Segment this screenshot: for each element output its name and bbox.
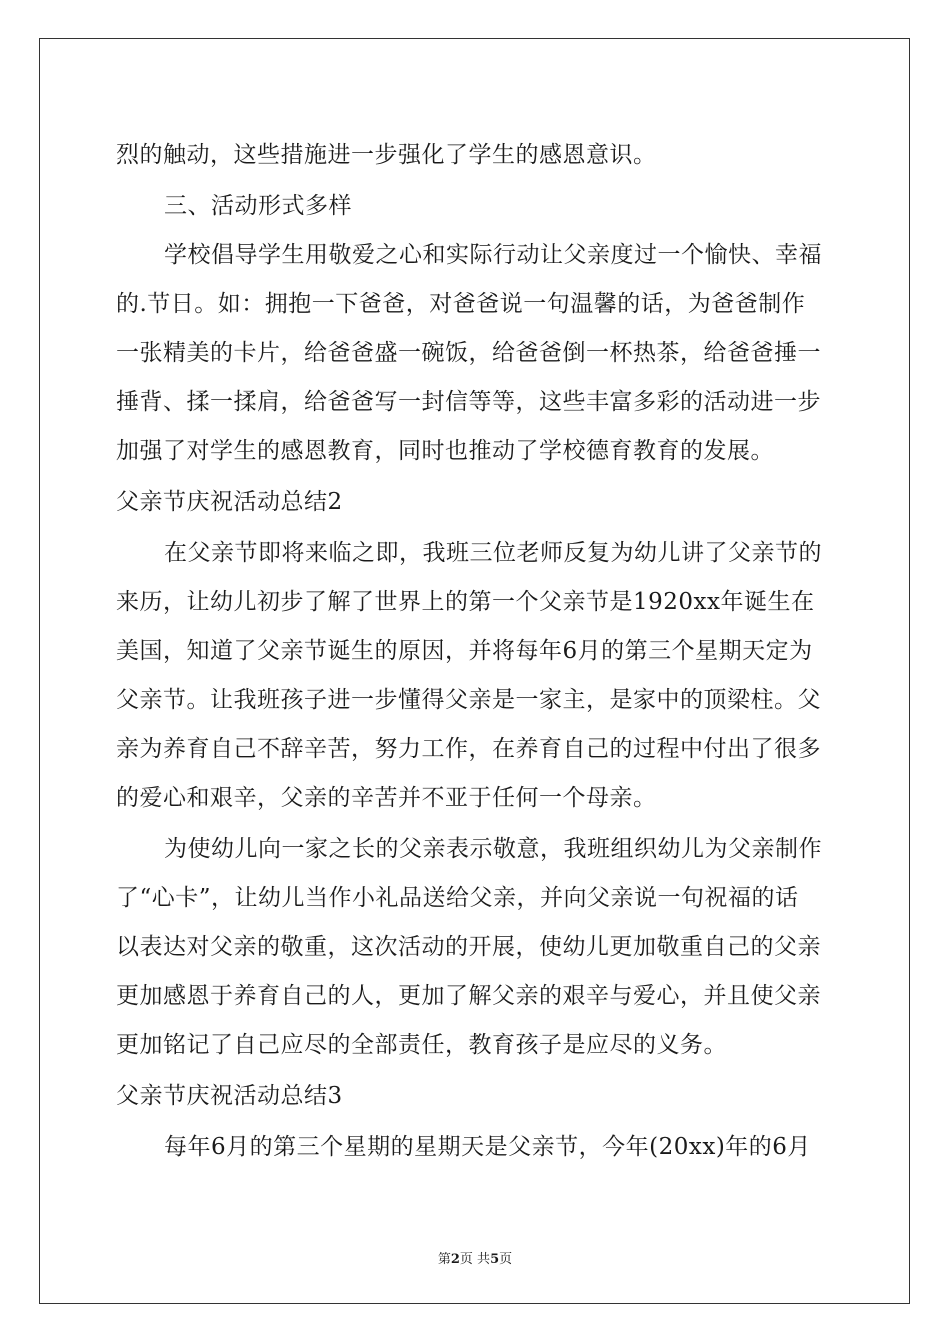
page-suffix: 页: [499, 1252, 513, 1267]
text-line: 学校倡导学生用敬爱之心和实际行动让父亲度过一个愉快、幸福: [164, 242, 822, 268]
text-line: 加强了对学生的感恩教育，同时也推动了学校德育教育的发展。: [116, 438, 774, 464]
total-page-number: 5: [490, 1252, 500, 1267]
page-border: [39, 38, 910, 1304]
text-line: 父亲节。让我班孩子进一步懂得父亲是一家主，是家中的顶梁柱。父: [116, 687, 821, 713]
current-page-number: 2: [450, 1252, 460, 1267]
section-heading: 三、活动形式多样: [164, 193, 352, 219]
text-line: 美国，知道了父亲节诞生的原因，并将每年6月的第三个星期天定为: [116, 638, 813, 664]
article-title: 父亲节庆祝活动总结2: [116, 489, 343, 515]
text-line: 的.节日。如：拥抱一下爸爸，对爸爸说一句温馨的话，为爸爸制作: [116, 291, 806, 317]
text-line: 每年6月的第三个星期的星期天是父亲节，今年(20xx)年的6月: [164, 1134, 811, 1160]
text-line: 捶背、揉一揉肩，给爸爸写一封信等等，这些丰富多彩的活动进一步: [116, 389, 821, 415]
text-line: 更加感恩于养育自己的人，更加了解父亲的艰辛与爱心，并且使父亲: [116, 983, 821, 1009]
text-line: 更加铭记了自己应尽的全部责任，教育孩子是应尽的义务。: [116, 1032, 727, 1058]
text-line: 在父亲节即将来临之即，我班三位老师反复为幼儿讲了父亲节的: [164, 540, 822, 566]
text-line: 的爱心和艰辛，父亲的辛苦并不亚于任何一个母亲。: [116, 785, 657, 811]
page-mid: 页 共: [459, 1252, 491, 1267]
article-title: 父亲节庆祝活动总结3: [116, 1083, 343, 1109]
text-line: 以表达对父亲的敬重，这次活动的开展，使幼儿更加敬重自己的父亲: [116, 934, 821, 960]
text-line: 了“心卡”，让幼儿当作小礼品送给父亲，并向父亲说一句祝福的话: [116, 885, 799, 911]
text-line: 为使幼儿向一家之长的父亲表示敬意，我班组织幼儿为父亲制作: [164, 836, 822, 862]
text-line: 烈的触动，这些措施进一步强化了学生的感恩意识。: [116, 142, 657, 168]
page-footer: [0, 1248, 950, 1267]
text-line: 来历，让幼儿初步了解了世界上的第一个父亲节是1920xx年诞生在: [116, 589, 815, 615]
text-line: 一张精美的卡片，给爸爸盛一碗饭，给爸爸倒一杯热茶，给爸爸捶一: [116, 340, 821, 366]
text-line: 亲为养育自己不辞辛苦，努力工作，在养育自己的过程中付出了很多: [116, 736, 821, 762]
page-prefix: 第: [437, 1252, 451, 1267]
